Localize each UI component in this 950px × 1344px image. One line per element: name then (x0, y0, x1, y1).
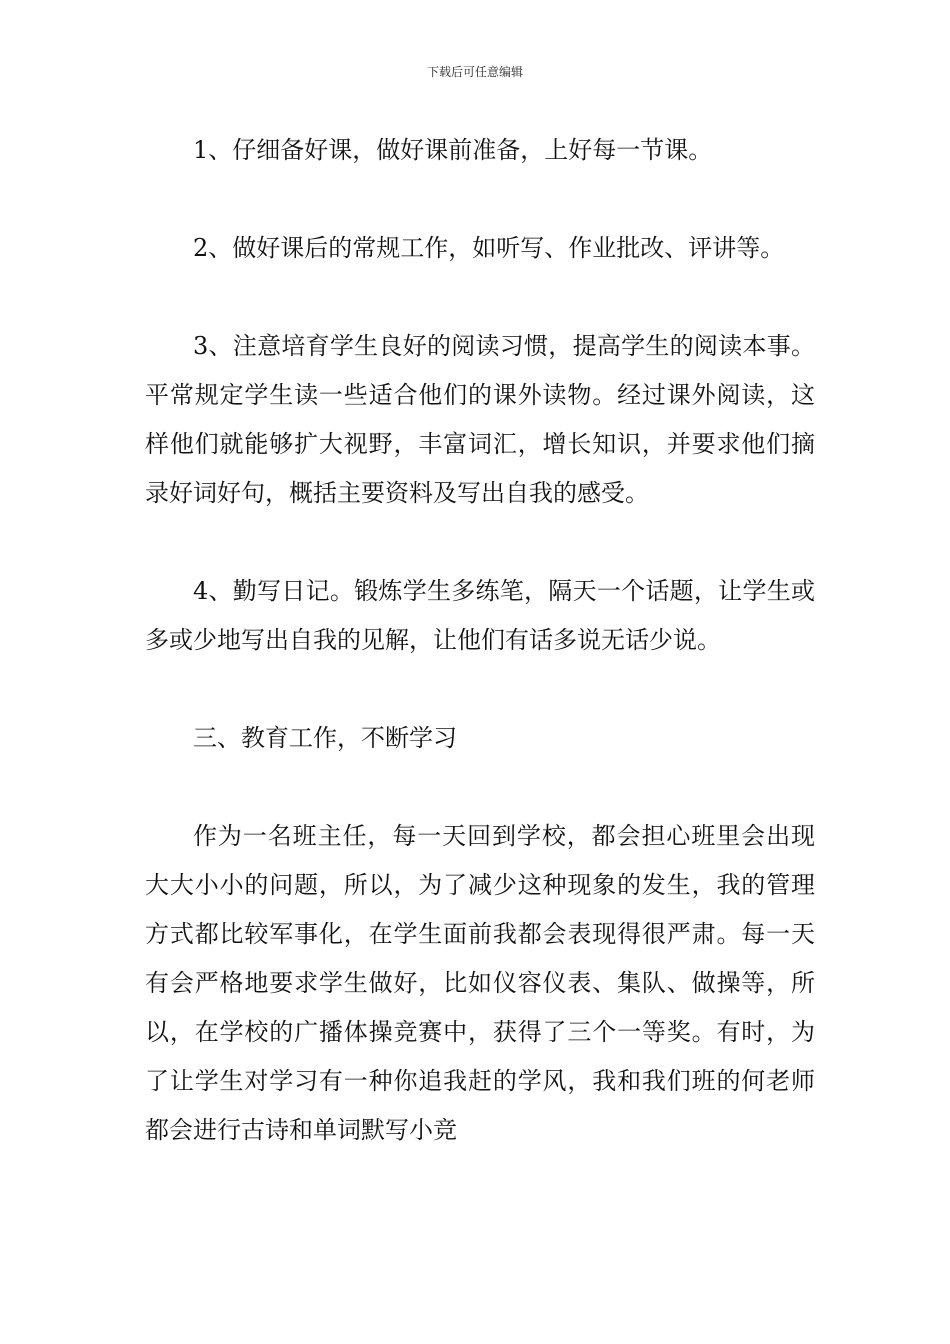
page-header: 下载后可任意编辑 (426, 65, 523, 79)
paragraph-3: 3、注意培育学生良好的阅读习惯，提高学生的阅读本事。平常规定学生读一些适合他们的课外读物。经过课外阅读，这样他们就能够扩大视野，丰富词汇，增长知识，并要求他们摘录好词好句，概括主要资料及写出自我的感受。 (145, 332, 815, 507)
paragraph-4: 4、勤写日记。锻炼学生多练笔，隔天一个话题，让学生或多或少地写出自我的见解，让他们有话多说无话少说。 (145, 577, 815, 654)
paragraph-2: 2、做好课后的常规工作，如听写、作业批改、评讲等。 (193, 234, 785, 262)
paragraph-5: 作为一名班主任，每一天回到学校，都会担心班里会出现大大小小的问题，所以，为了减少这种现象的发生，我的管理方式都比较军事化，在学生面前我都会表现得很严肃。每一天有会严格地要求学生做好，比如仪容仪表、集队、做操等，所以，在学校的广播体操竞赛中，获得了三个一等奖。有时，为了让学生对学习有一种你追我赶的学风，我和我们班的何老师都会进行古诗和单词默写小竞 (145, 822, 815, 1144)
paragraph-gap (145, 665, 815, 714)
paragraph-gap (145, 763, 815, 812)
paragraph-gap (145, 273, 815, 322)
section-heading: 三、教育工作，不断学习 (193, 724, 457, 752)
paragraph-gap (145, 518, 815, 567)
paragraph-1: 1、仔细备好课，做好课前准备，上好每一节课。 (193, 136, 713, 164)
paragraph-gap (145, 175, 815, 224)
document-body (145, 126, 815, 1155)
